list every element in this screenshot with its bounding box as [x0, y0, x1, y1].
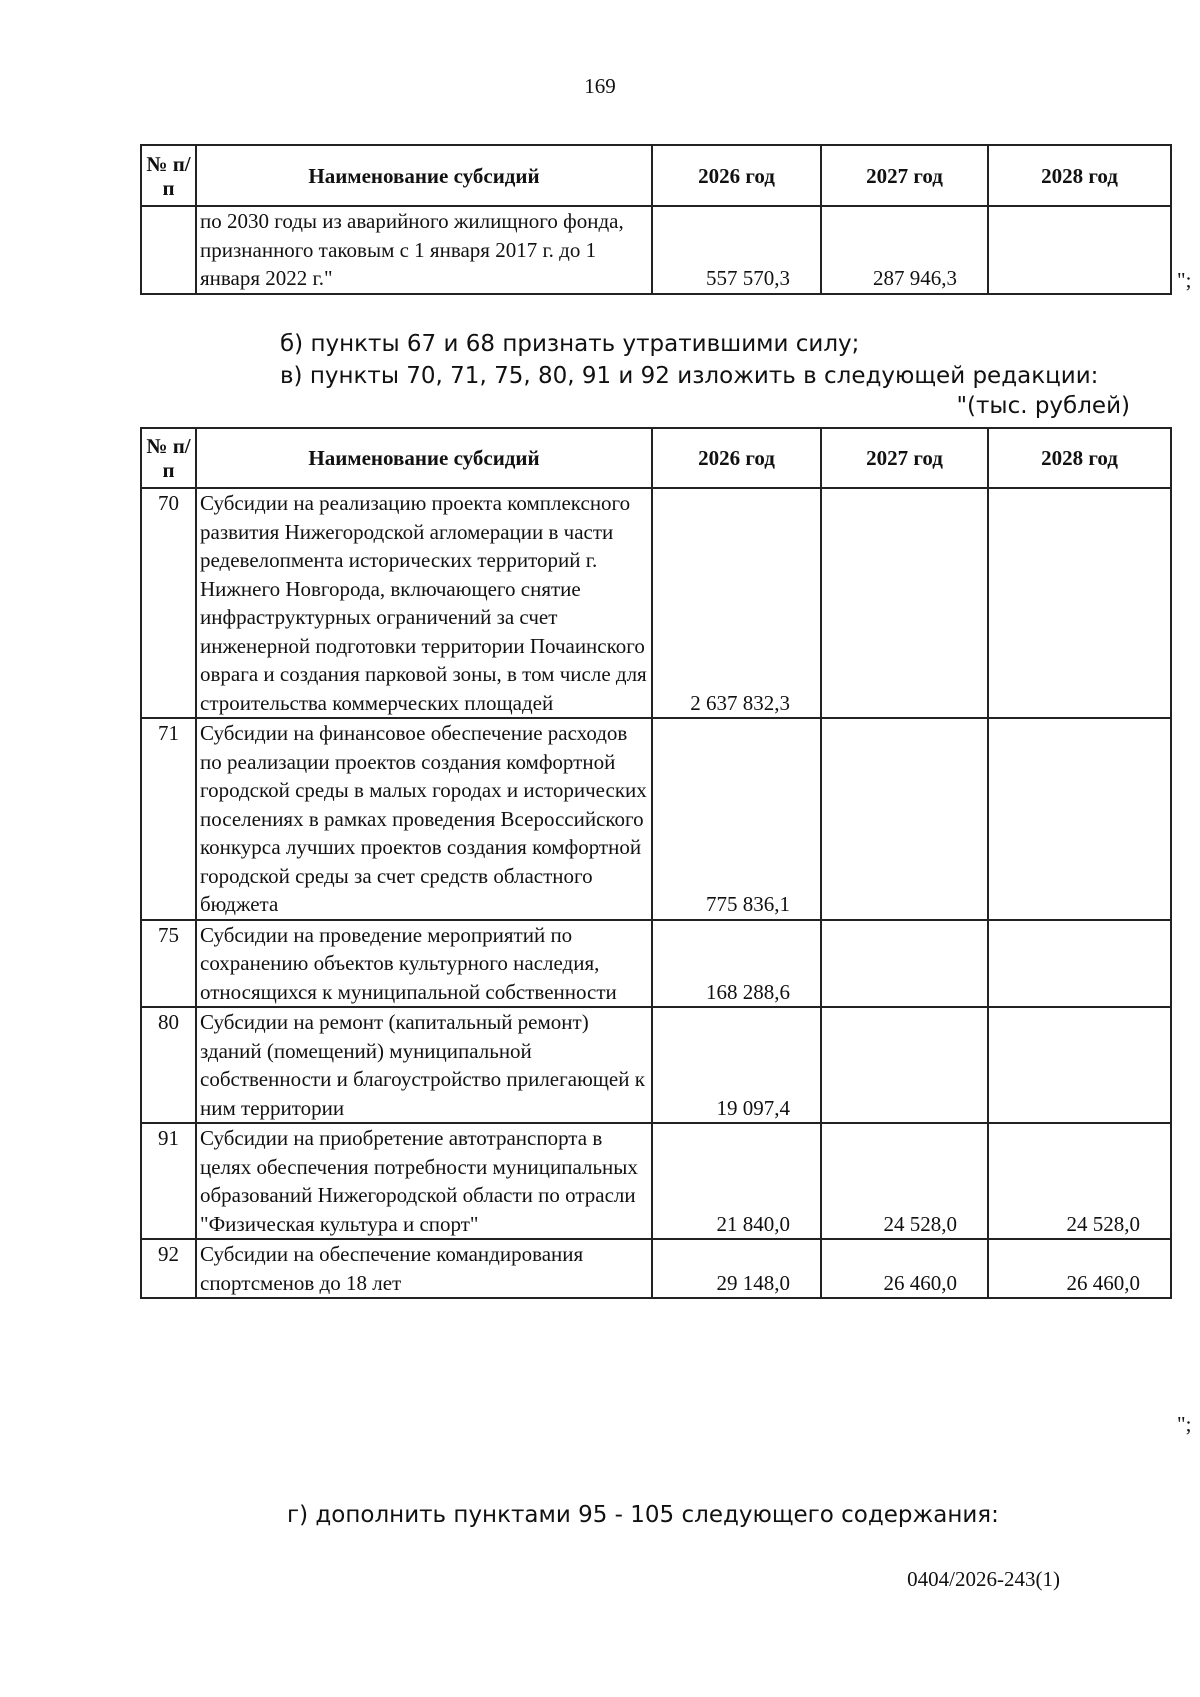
row-num: 70	[141, 488, 196, 718]
row-2026: 19 097,4	[652, 1007, 821, 1123]
row-2028: 26 460,0	[988, 1239, 1171, 1298]
row-2026: 557 570,3	[652, 206, 821, 294]
row-name: по 2030 годы из аварийного жилищного фонда, признанного таковым с 1 января 2017 г. до 1 января 2022 г."	[196, 206, 652, 294]
row-2028	[988, 718, 1171, 920]
table-row	[141, 1007, 1171, 1123]
row-2027	[821, 920, 988, 1008]
header-2028: 2028 год	[988, 428, 1171, 488]
row-name: Субсидии на финансовое обеспечение расходов по реализации проектов создания комфортной городской среды в малых городах и исторических поселениях в рамках проведения Всероссийского конкурса лучших проектов создания комфортной городской среды за счет средств областного бюджета	[196, 718, 652, 920]
header-num: № п/п	[141, 145, 196, 206]
quote-end-2: ";	[1177, 1412, 1192, 1436]
row-name: Субсидии на проведение мероприятий по сохранению объектов культурного наследия, относящихся к муниципальной собственности	[196, 920, 652, 1008]
units-label: "(тыс. рублей)	[956, 393, 1130, 419]
header-2027: 2027 год	[821, 428, 988, 488]
header-2026: 2026 год	[652, 145, 821, 206]
row-name: Субсидии на обеспечение командирования спортсменов до 18 лет	[196, 1239, 652, 1298]
row-2028	[988, 920, 1171, 1008]
row-num	[141, 206, 196, 294]
table-header-row	[141, 428, 1171, 488]
row-num: 92	[141, 1239, 196, 1298]
quote-end-1: ";	[1177, 268, 1192, 292]
header-num: № п/п	[141, 428, 196, 488]
row-num: 91	[141, 1123, 196, 1239]
header-name: Наименование субсидий	[196, 428, 652, 488]
row-name: Субсидии на ремонт (капитальный ремонт) зданий (помещений) муниципальной собственности и благоустройство прилегающей к ним территории	[196, 1007, 652, 1123]
paragraph-g: г) дополнить пунктами 95 - 105 следующего содержания:	[287, 1502, 999, 1528]
paragraph-b: б) пункты 67 и 68 признать утратившими силу;	[280, 331, 860, 357]
row-2026: 29 148,0	[652, 1239, 821, 1298]
table-row	[141, 920, 1171, 1008]
row-name: Субсидии на реализацию проекта комплексного развития Нижегородской агломерации в части редевелопмента исторических территорий г. Нижнего Новгорода, включающего снятие инфраструктурных ограничений за счет инженерной подготовки территории Почаинского оврага и создания парковой зоны, в том числе для строительства коммерческих площадей	[196, 488, 652, 718]
paragraph-v: в) пункты 70, 71, 75, 80, 91 и 92 изложить в следующей редакции:	[280, 363, 1099, 389]
table-row	[141, 206, 1171, 294]
row-2028	[988, 488, 1171, 718]
row-2026: 168 288,6	[652, 920, 821, 1008]
table-row	[141, 1239, 1171, 1298]
table-row	[141, 488, 1171, 718]
row-2026: 775 836,1	[652, 718, 821, 920]
row-2028: 24 528,0	[988, 1123, 1171, 1239]
page-number: 169	[584, 74, 616, 98]
row-2027	[821, 1007, 988, 1123]
header-2026: 2026 год	[652, 428, 821, 488]
row-2026: 21 840,0	[652, 1123, 821, 1239]
header-2027: 2027 год	[821, 145, 988, 206]
header-name: Наименование субсидий	[196, 145, 652, 206]
row-num: 71	[141, 718, 196, 920]
row-name: Субсидии на приобретение автотранспорта в целях обеспечения потребности муниципальных образований Нижегородской области по отрасли "Физическая культура и спорт"	[196, 1123, 652, 1239]
row-2028	[988, 1007, 1171, 1123]
subsidies-table-continued	[140, 144, 1172, 295]
subsidies-table	[140, 427, 1172, 1299]
row-2026: 2 637 832,3	[652, 488, 821, 718]
row-num: 75	[141, 920, 196, 1008]
header-2028: 2028 год	[988, 145, 1171, 206]
table-header-row	[141, 145, 1171, 206]
row-2027	[821, 488, 988, 718]
table-row	[141, 1123, 1171, 1239]
row-2027	[821, 718, 988, 920]
row-2027: 26 460,0	[821, 1239, 988, 1298]
row-2028	[988, 206, 1171, 294]
table-row	[141, 718, 1171, 920]
row-2027: 24 528,0	[821, 1123, 988, 1239]
document-code: 0404/2026-243(1)	[907, 1567, 1060, 1591]
row-num: 80	[141, 1007, 196, 1123]
row-2027: 287 946,3	[821, 206, 988, 294]
